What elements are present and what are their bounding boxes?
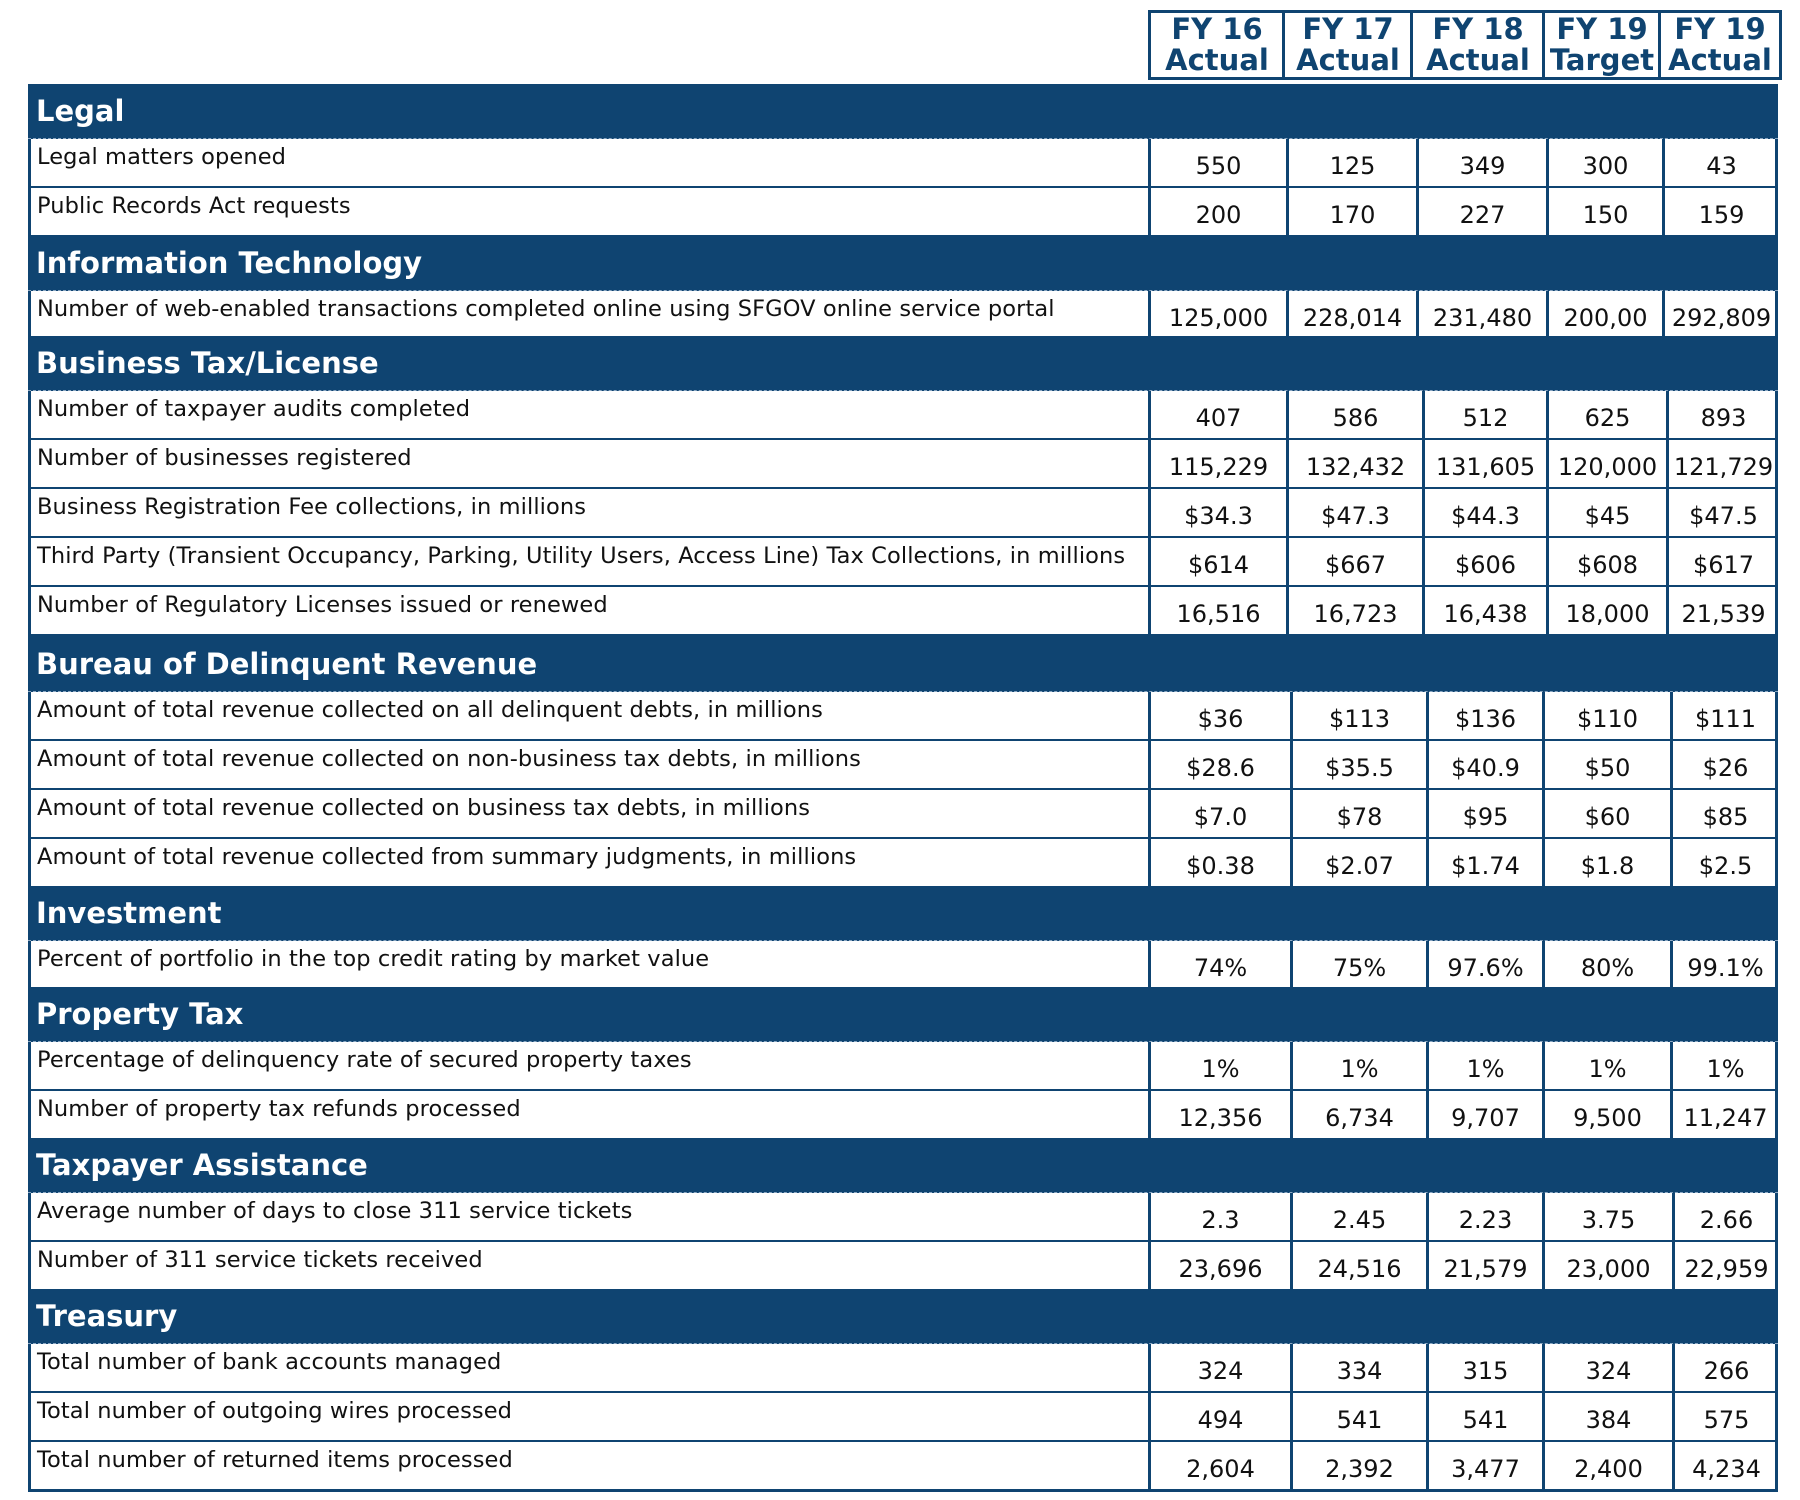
table-cell: $7.0 [1148,790,1290,839]
row-label: Public Records Act requests [37,193,351,219]
table-cell: 74% [1148,941,1290,990]
section-title: Property Tax [36,997,244,1031]
table-cell: 315 [1426,1344,1542,1393]
column-header [1658,10,1782,80]
table-cell: 512 [1422,391,1546,440]
table-cell: 150 [1546,188,1662,237]
table-cell: 12,356 [1148,1091,1290,1140]
table-cell: $0.38 [1148,839,1290,888]
table-cell: $28.6 [1148,741,1290,790]
table-cell: 125,000 [1148,291,1286,340]
row-label: Third Party (Transient Occupancy, Parking, Utility Users, Access Line) Tax Collections, in millions [37,543,1126,569]
row-label: Total number of outgoing wires processed [37,1398,513,1424]
table-cell: 170 [1286,188,1416,237]
table-cell: 97.6% [1426,941,1542,990]
table-cell: 121,729 [1666,440,1778,489]
row-label: Percentage of delinquency rate of secured property taxes [37,1047,692,1073]
table-cell: 132,432 [1286,440,1422,489]
table-cell: 16,516 [1148,587,1286,636]
table-cell: $608 [1546,538,1666,587]
row-label: Legal matters opened [37,144,287,170]
section-title: Treasury [36,1299,178,1333]
table-cell: 2.23 [1426,1193,1542,1242]
table-cell: 231,480 [1416,291,1546,340]
table-cell: 125 [1286,139,1416,188]
table-cell: 159 [1662,188,1778,237]
table-cell: $60 [1542,790,1670,839]
table-cell: $50 [1542,741,1670,790]
table-cell: 300 [1546,139,1662,188]
row-label: Total number of bank accounts managed [37,1349,502,1375]
table-cell: 334 [1290,1344,1426,1393]
table-cell: 541 [1426,1393,1542,1442]
table-cell: 494 [1148,1393,1290,1442]
section-title: Legal [36,94,125,128]
column-header-kind: Actual [1426,43,1530,77]
table-row [28,1242,1778,1291]
table-cell: 200 [1148,188,1286,237]
table-cell: $47.3 [1286,489,1422,538]
table-cell: 575 [1672,1393,1778,1442]
table-cell: 18,000 [1546,587,1666,636]
row-label: Amount of total revenue collected on all delinquent debts, in millions [37,697,823,723]
table-cell: 384 [1542,1393,1672,1442]
section-title: Bureau of Delinquent Revenue [36,647,538,681]
table-cell: $34.3 [1148,489,1286,538]
table-cell: $614 [1148,538,1286,587]
row-label: Amount of total revenue collected from summary judgments, in millions [37,844,857,870]
table-cell: 3.75 [1542,1193,1672,1242]
table-row [28,1042,1778,1091]
section-title: Business Tax/License [36,346,379,380]
table-cell: 228,014 [1286,291,1416,340]
table-cell: $26 [1670,741,1778,790]
table-cell: 2,604 [1148,1442,1290,1491]
table-row [28,489,1778,538]
section-title: Information Technology [36,246,423,280]
column-header [1410,10,1546,80]
table-cell: 550 [1148,139,1286,188]
column-header-year: FY 18 [1432,12,1524,46]
table-cell: $35.5 [1290,741,1426,790]
table-row [28,538,1778,587]
column-header [1282,10,1414,80]
table-row [28,692,1778,741]
column-header [1542,10,1662,80]
table-cell: 2,400 [1542,1442,1672,1491]
table-cell: 3,477 [1426,1442,1542,1491]
table-cell: $45 [1546,489,1666,538]
table-cell: 292,809 [1662,291,1778,340]
column-header-kind: Actual [1668,43,1772,77]
table-cell: 16,438 [1422,587,1546,636]
section-header [28,637,1778,692]
table-cell: 131,605 [1422,440,1546,489]
table-cell: $36 [1148,692,1290,741]
table-cell: $110 [1542,692,1670,741]
table-cell: 9,707 [1426,1091,1542,1140]
section-header [28,84,1778,139]
table-cell: 349 [1416,139,1546,188]
table-cell: 75% [1290,941,1426,990]
row-label: Number of taxpayer audits completed [37,396,471,422]
section-header [28,236,1778,291]
table-row [28,839,1778,888]
table-cell: 200,00 [1546,291,1662,340]
table-row [28,741,1778,790]
table-cell: $2.07 [1290,839,1426,888]
column-header-year: FY 19 [1674,12,1766,46]
table-cell: 2,392 [1290,1442,1426,1491]
section-header [28,886,1778,941]
table-cell: 407 [1148,391,1286,440]
table-row [28,1442,1778,1491]
table-cell: 1% [1670,1042,1778,1091]
row-label: Number of Regulatory Licenses issued or renewed [37,592,608,618]
table-cell: 2.45 [1290,1193,1426,1242]
table-cell: 1% [1290,1042,1426,1091]
table-row [28,790,1778,839]
column-header-year: FY 19 [1556,12,1648,46]
table-row [28,391,1778,440]
table-cell: $136 [1426,692,1542,741]
row-label: Total number of returned items processed [37,1447,513,1473]
table-cell: 1% [1148,1042,1290,1091]
column-header [1148,10,1286,80]
table-row [28,139,1778,188]
table-cell: $78 [1290,790,1426,839]
table-cell: 541 [1290,1393,1426,1442]
table-row [28,1193,1778,1242]
table-cell: 6,734 [1290,1091,1426,1140]
table-row [28,587,1778,636]
section-title: Taxpayer Assistance [36,1148,368,1182]
table-cell: $617 [1666,538,1778,587]
table-row [28,1393,1778,1442]
section-header [28,1138,1778,1193]
table-cell: $40.9 [1426,741,1542,790]
table-cell: $606 [1422,538,1546,587]
column-header-kind: Actual [1296,43,1400,77]
row-label: Amount of total revenue collected on non-business tax debts, in millions [37,746,861,772]
table-cell: $2.5 [1670,839,1778,888]
table-cell: 266 [1672,1344,1778,1393]
row-label: Average number of days to close 311 service tickets [37,1198,633,1224]
table-cell: 893 [1666,391,1778,440]
table-cell: 21,579 [1426,1242,1542,1291]
table-cell: 120,000 [1546,440,1666,489]
table-cell: $111 [1670,692,1778,741]
column-header-kind: Target [1549,43,1655,77]
table-row [28,440,1778,489]
table-cell: 586 [1286,391,1422,440]
column-header-year: FY 16 [1171,12,1263,46]
section-title: Investment [36,896,222,930]
table-cell: $47.5 [1666,489,1778,538]
row-label: Number of web-enabled transactions completed online using SFGOV online service portal [37,296,1055,322]
table-cell: 9,500 [1542,1091,1670,1140]
table-cell: $1.74 [1426,839,1542,888]
section-header [28,1289,1778,1344]
table-cell: 23,696 [1148,1242,1290,1291]
table-cell: 24,516 [1290,1242,1426,1291]
table-cell: $95 [1426,790,1542,839]
table-cell: $667 [1286,538,1422,587]
table-row [28,941,1778,990]
row-label: Number of property tax refunds processed [37,1096,521,1122]
table-cell: $1.8 [1542,839,1670,888]
table-cell: 43 [1662,139,1778,188]
row-label: Percent of portfolio in the top credit rating by market value [37,946,710,972]
table-cell: 80% [1542,941,1670,990]
table-cell: 1% [1542,1042,1670,1091]
section-header [28,336,1778,391]
table-cell: 324 [1542,1344,1672,1393]
row-label: Number of 311 service tickets received [37,1247,483,1273]
table-cell: $44.3 [1422,489,1546,538]
column-header-year: FY 17 [1302,12,1394,46]
table-row [28,1091,1778,1140]
table-cell: 22,959 [1672,1242,1778,1291]
row-label: Business Registration Fee collections, in millions [37,494,587,520]
table-cell: 16,723 [1286,587,1422,636]
row-label: Number of businesses registered [37,445,412,471]
table-cell: 21,539 [1666,587,1778,636]
table-cell: 11,247 [1670,1091,1778,1140]
table-row [28,188,1778,237]
row-divider [28,1489,1778,1492]
table-cell: $85 [1670,790,1778,839]
table-cell: 115,229 [1148,440,1286,489]
table-cell: 2.66 [1672,1193,1778,1242]
row-label: Amount of total revenue collected on business tax debts, in millions [37,795,811,821]
table-cell: 324 [1148,1344,1290,1393]
table-row [28,1344,1778,1393]
table-cell: 99.1% [1670,941,1778,990]
table-row [28,291,1778,340]
table-cell: $113 [1290,692,1426,741]
table-cell: 2.3 [1148,1193,1290,1242]
section-header [28,987,1778,1042]
table-cell: 625 [1546,391,1666,440]
table-cell: 227 [1416,188,1546,237]
table-cell: 4,234 [1672,1442,1778,1491]
table-cell: 23,000 [1542,1242,1672,1291]
column-header-kind: Actual [1165,43,1269,77]
table-cell: 1% [1426,1042,1542,1091]
